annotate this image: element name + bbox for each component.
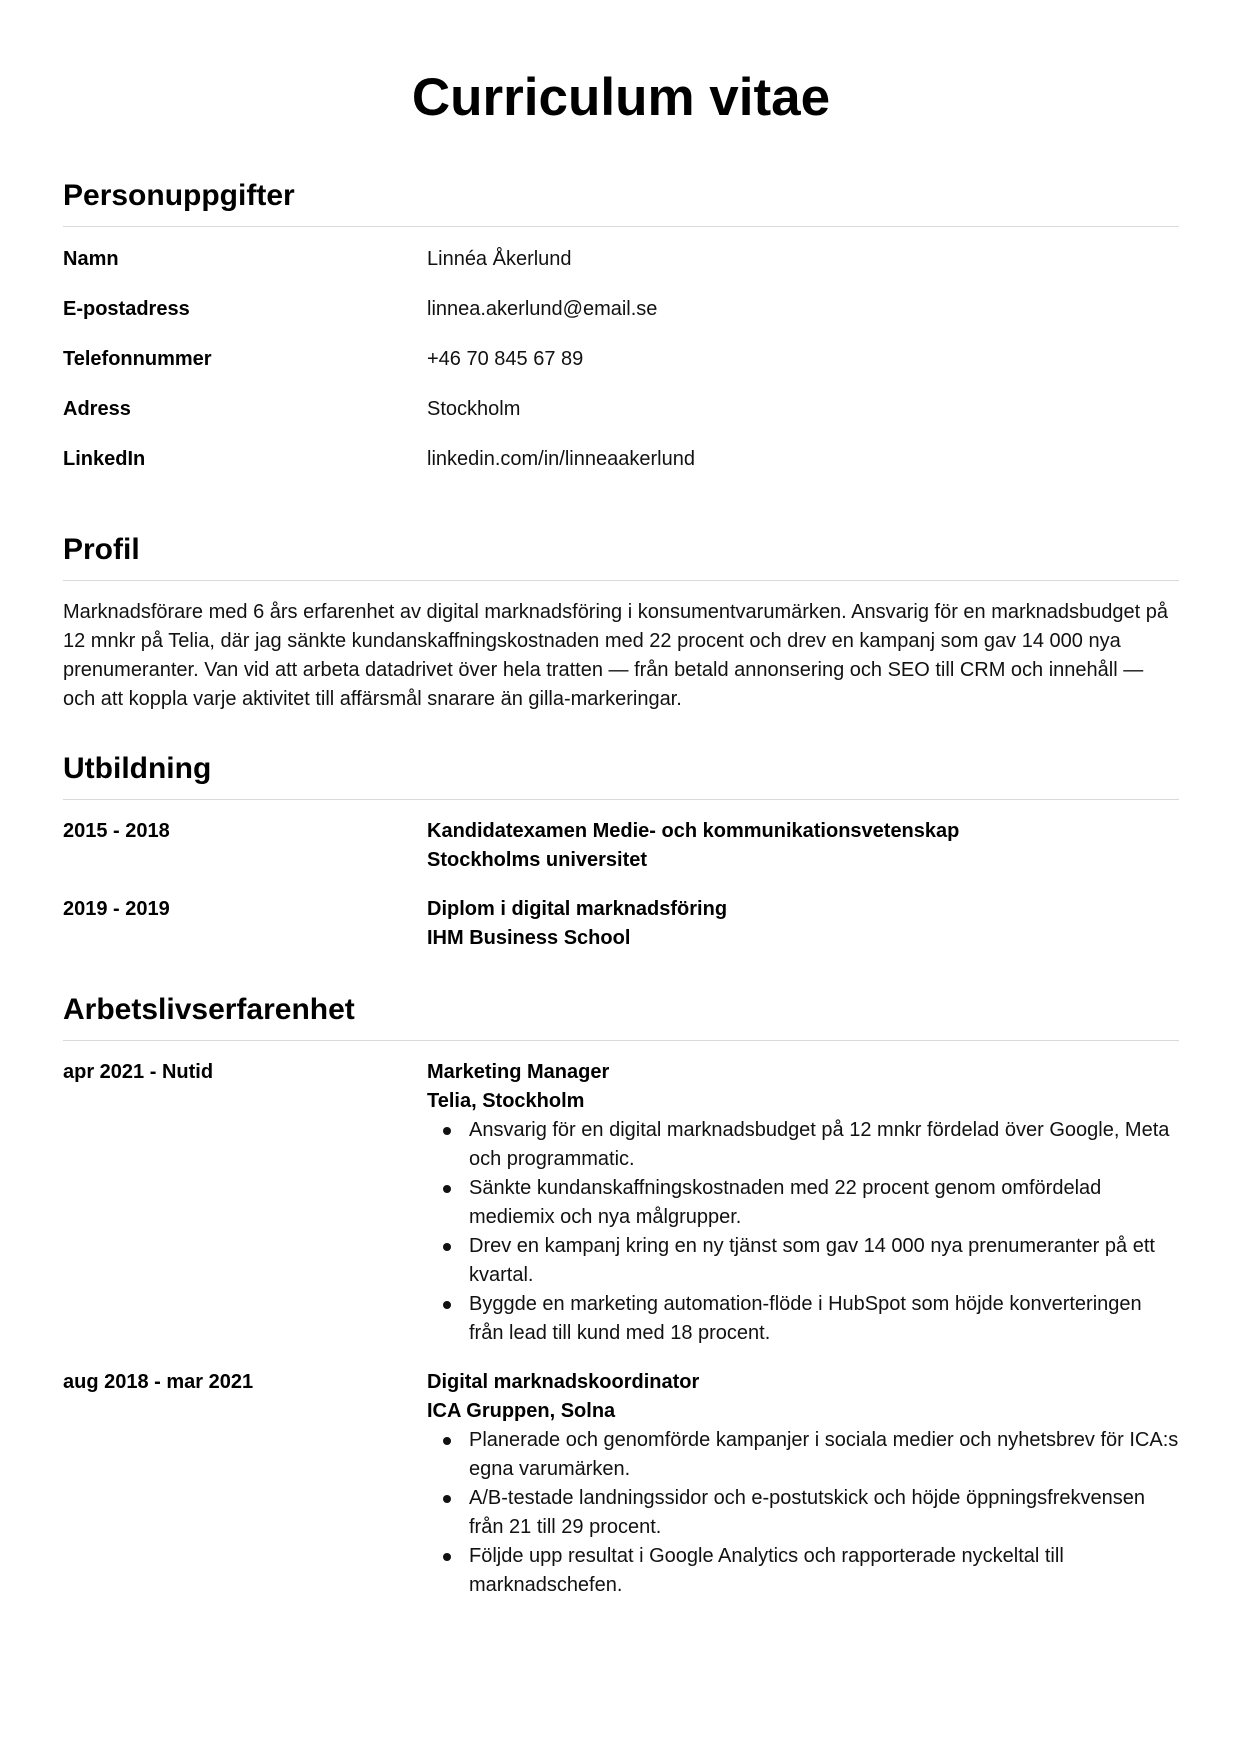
section-education [63, 749, 1179, 973]
education-period: 2015 - 2018 [63, 820, 170, 842]
experience-bullets [427, 1426, 1179, 1600]
document-title: Curriculum vitae [411, 68, 831, 127]
section-personal [63, 176, 1179, 495]
info-row-address [63, 395, 1179, 445]
experience-period: apr 2021 - Nutid [63, 1061, 214, 1083]
experience-bullet [427, 1174, 1179, 1232]
bullet-dot-icon [443, 1127, 451, 1135]
bullet-dot-icon [443, 1243, 451, 1251]
section-divider [63, 1040, 1179, 1041]
info-label: LinkedIn [63, 448, 146, 470]
section-heading-profile: Profil [63, 533, 140, 566]
section-heading-experience: Arbetslivserfarenhet [63, 993, 355, 1026]
experience-bullet [427, 1542, 1179, 1600]
info-row-name [63, 245, 1179, 295]
bullet-text: Följde upp resultat i Google Analytics och rapporterade nyckeltal till marknadschefen. [469, 1545, 1064, 1596]
experience-bullet [427, 1116, 1179, 1174]
info-label: Telefonnummer [63, 348, 212, 370]
section-divider [63, 226, 1179, 227]
experience-bullets [427, 1116, 1179, 1348]
bullet-text: Drev en kampanj kring en ny tjänst som gav 14 000 nya prenumeranter på ett kvartal. [469, 1235, 1155, 1286]
bullet-dot-icon [443, 1301, 451, 1309]
bullet-dot-icon [443, 1437, 451, 1445]
info-label: E-postadress [63, 298, 190, 320]
education-entry [63, 817, 1179, 895]
experience-bullet [427, 1290, 1179, 1348]
section-divider [63, 580, 1179, 581]
bullet-dot-icon [443, 1553, 451, 1561]
section-profile [63, 530, 1179, 714]
section-experience [63, 990, 1179, 1600]
bullet-text: Ansvarig för en digital marknadsbudget på 12 mnkr fördelad över Google, Meta och programmatic. [469, 1119, 1170, 1170]
profile-text: Marknadsförare med 6 års erfarenhet av digital marknadsföring i konsumentvarumärken. Ansvarig för en marknadsbudget på 12 mnkr på Telia, där jag sänkte kundanskaffningskostnaden med 22 procent och drev en kampanj som gav 14 000 nya prenumeranter. Van vid att arbeta datadrivet över hela tratten — från betald annonsering och SEO till CRM och innehåll — och att koppla varje aktivitet till affärsmål snarare än gilla-markeringar. [63, 601, 1169, 710]
bullet-dot-icon [443, 1495, 451, 1503]
experience-company: ICA Gruppen, Solna [427, 1400, 616, 1422]
experience-entry [63, 1058, 1179, 1348]
section-divider [63, 799, 1179, 800]
education-period: 2019 - 2019 [63, 898, 170, 920]
education-school: Stockholms universitet [427, 849, 648, 871]
info-row-phone [63, 345, 1179, 395]
experience-bullet [427, 1232, 1179, 1290]
experience-role: Digital marknadskoordinator [427, 1371, 700, 1393]
info-value: linnea.akerlund@email.se [427, 298, 658, 320]
experience-bullet [427, 1426, 1179, 1484]
info-value: Linnéa Åkerlund [427, 248, 572, 270]
education-degree: Kandidatexamen Medie- och kommunikationsvetenskap [427, 820, 960, 842]
info-row-linkedin [63, 445, 1179, 495]
education-degree: Diplom i digital marknadsföring [427, 898, 728, 920]
info-value: linkedin.com/in/linneaakerlund [427, 448, 695, 470]
experience-company: Telia, Stockholm [427, 1090, 585, 1112]
experience-bullet [427, 1484, 1179, 1542]
section-heading-education: Utbildning [63, 752, 212, 785]
experience-role: Marketing Manager [427, 1061, 610, 1083]
info-label: Namn [63, 248, 119, 270]
experience-entry [63, 1368, 1179, 1600]
info-value: +46 70 845 67 89 [427, 348, 584, 370]
section-heading-personal: Personuppgifter [63, 179, 295, 212]
bullet-dot-icon [443, 1185, 451, 1193]
info-row-email [63, 295, 1179, 345]
education-entry [63, 895, 1179, 973]
experience-period: aug 2018 - mar 2021 [63, 1371, 254, 1393]
bullet-text: Sänkte kundanskaffningskostnaden med 22 procent genom omfördelad mediemix och nya målgrupper. [469, 1177, 1102, 1228]
info-value: Stockholm [427, 398, 521, 420]
education-school: IHM Business School [427, 927, 631, 949]
bullet-text: A/B-testade landningssidor och e-postutskick och höjde öppningsfrekvensen från 21 till 29 procent. [469, 1487, 1145, 1538]
bullet-text: Planerade och genomförde kampanjer i sociala medier och nyhetsbrev för ICA:s egna varumärken. [469, 1429, 1179, 1480]
bullet-text: Byggde en marketing automation-flöde i HubSpot som höjde konverteringen från lead till kund med 18 procent. [469, 1293, 1142, 1344]
info-label: Adress [63, 398, 131, 420]
